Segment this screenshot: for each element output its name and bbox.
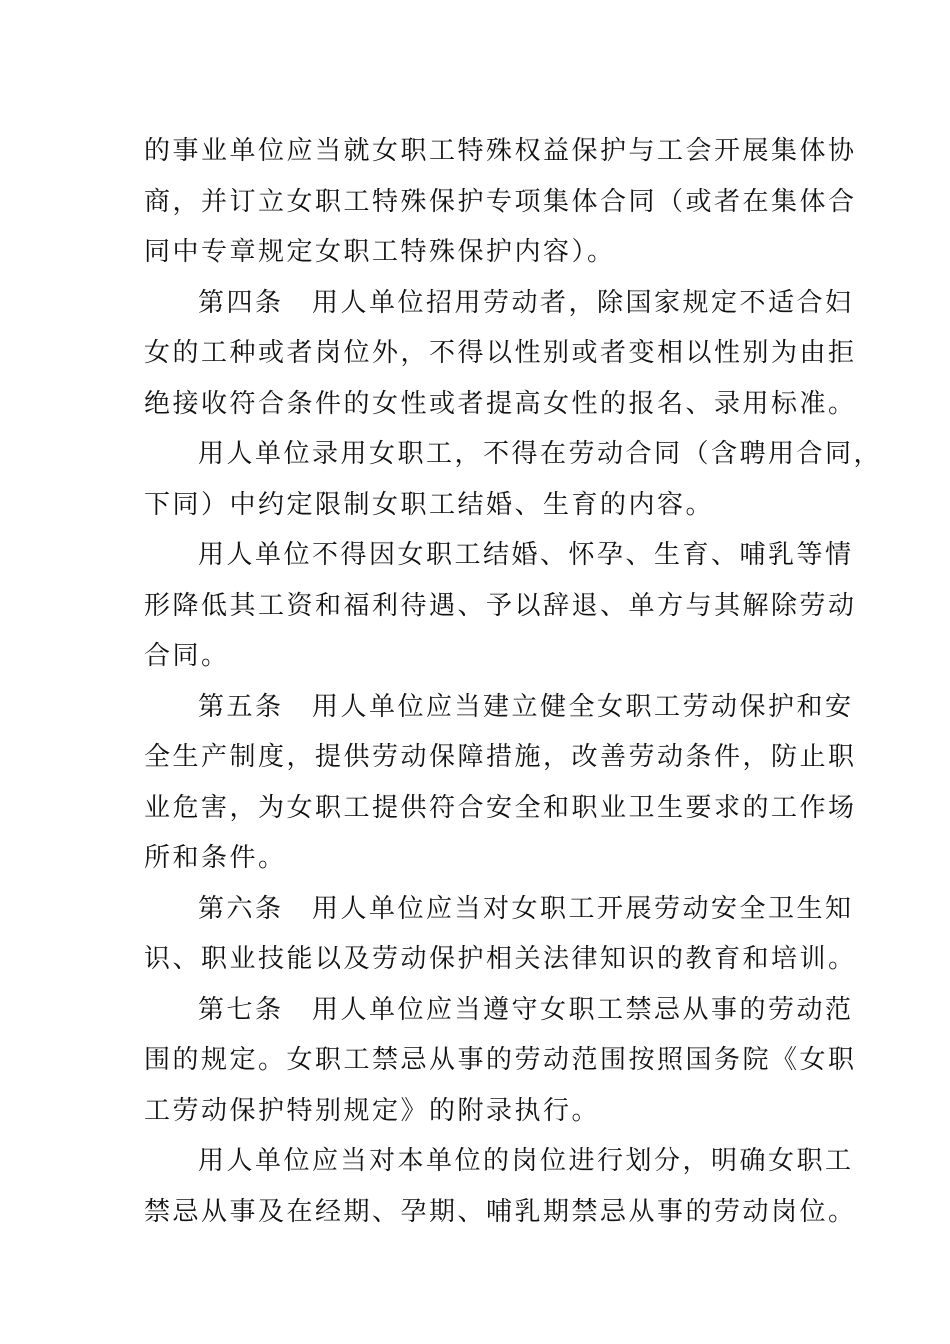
text-line: 形降低其工资和福利待遇、予以辞退、单方与其解除劳动 [144,590,857,621]
article-4-first-line: 第四条 用人单位招用劳动者，除国家规定不适合妇 [198,287,854,318]
document-body [144,126,883,1237]
paragraph-first-line: 用人单位应当对本单位的岗位进行划分，明确女职工 [198,1146,854,1176]
text-line: 全生产制度，提供劳动保障措施，改善劳动条件，防止职 [144,742,857,772]
paragraph-first-line: 用人单位录用女职工，不得在劳动合同（含聘用合同， [198,439,883,469]
text-line: 下同）中约定限制女职工结婚、生育的内容。 [144,489,715,520]
text-line: 的事业单位应当就女职工特殊权益保护与工会开展集体协 [144,136,857,166]
article-6-first-line: 第六条 用人单位应当对女职工开展劳动安全卫生知 [198,893,854,924]
text-line: 绝接收符合条件的女性或者提高女性的报名、录用标准。 [144,388,857,419]
text-line: 识、职业技能以及劳动保护相关法律知识的教育和培训。 [144,944,857,974]
article-5-first-line: 第五条 用人单位应当建立健全女职工劳动保护和安 [198,691,854,722]
paragraph-first-line: 用人单位不得因女职工结婚、怀孕、生育、哺乳等情 [198,540,854,570]
text-line: 所和条件。 [144,843,287,873]
text-line: 女的工种或者岗位外，不得以性别或者变相以性别为由拒 [144,338,857,368]
text-line: 合同。 [144,641,230,671]
text-line: 禁忌从事及在经期、孕期、哺乳期禁忌从事的劳动岗位。 [144,1196,857,1227]
article-7-first-line: 第七条 用人单位应当遵守女职工禁忌从事的劳动范 [198,994,854,1025]
text-line: 商，并订立女职工特殊保护专项集体合同（或者在集体合 [144,186,857,217]
text-line: 工劳动保护特别规定》的附录执行。 [144,1095,601,1126]
text-line: 围的规定。女职工禁忌从事的劳动范围按照国务院《女职 [144,1045,857,1075]
text-line: 同中专章规定女职工特殊保护内容）。 [144,237,616,267]
text-line: 业危害，为女职工提供符合安全和职业卫生要求的工作场 [144,792,857,823]
